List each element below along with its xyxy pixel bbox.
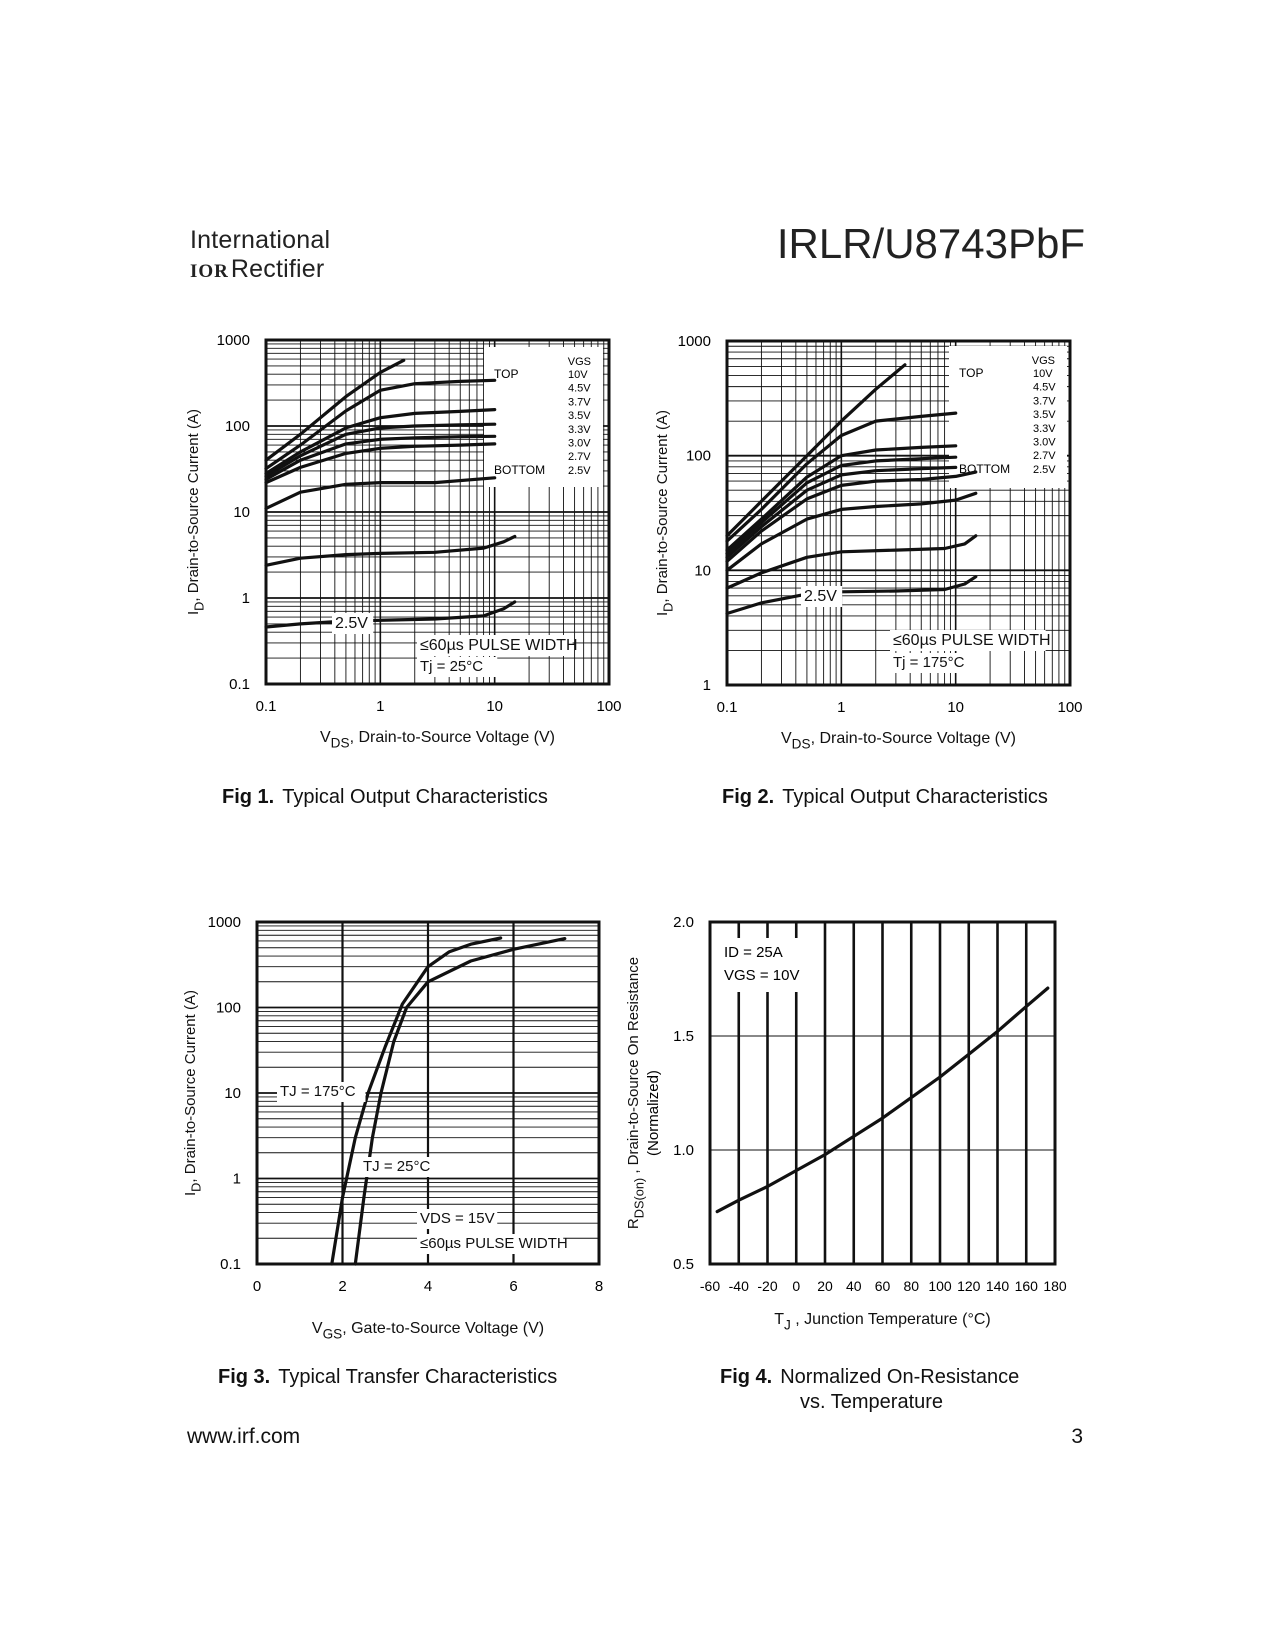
fig2-legend-value: 2.5V (1033, 463, 1056, 476)
svg-text:Tj = 25°C: Tj = 25°C (420, 658, 484, 675)
fig3-ylabel: $I_D$, Drain-to-Source Current (A) (182, 990, 204, 1196)
fig1-legend-bottom: BOTTOM (494, 463, 546, 477)
fig4-xtick: -40 (728, 1278, 749, 1294)
fig3-caption-num: Fig 3. (218, 1366, 271, 1388)
fig3-ytick: 1000 (207, 914, 241, 931)
svg-text:TJ = 25°C: TJ = 25°C (363, 1158, 431, 1175)
fig1-ytick: 100 (224, 418, 250, 435)
fig4-ytick: 0.5 (673, 1256, 694, 1273)
footer-url[interactable]: www.irf.com (187, 1425, 301, 1448)
svg-text:TJ = 175°C: TJ = 175°C (280, 1083, 356, 1100)
svg-text:≤60µs PULSE WIDTH: ≤60µs PULSE WIDTH (420, 637, 578, 654)
fig4-ytick: 1.0 (673, 1142, 694, 1159)
fig2-xtick: 100 (1057, 699, 1083, 716)
fig4-ylabel: $R_{DS(on)}$ , Drain-to-Source On Resistance (625, 956, 647, 1230)
fig2-ytick: 1 (702, 677, 711, 694)
fig4-ytick: 2.0 (673, 914, 694, 931)
fig1-caption-text: Typical Output Characteristics (282, 786, 548, 808)
fig1-legend-value: 3.7V (568, 396, 591, 409)
svg-text:≤60µs PULSE WIDTH: ≤60µs PULSE WIDTH (420, 1235, 568, 1252)
fig3-xtick: 0 (252, 1278, 262, 1295)
fig3-ytick: 0.1 (220, 1256, 241, 1273)
fig4-xtick: 140 (985, 1278, 1010, 1294)
fig2-legend-value: 3.3V (1033, 422, 1056, 435)
fig4-xtick: -20 (757, 1278, 778, 1294)
fig1-xlabel: $V_{DS}$, Drain-to-Source Voltage (V) (320, 729, 555, 751)
fig2-legend-value: 3.0V (1033, 436, 1056, 449)
fig2-legend-value: 10V (1033, 368, 1053, 380)
fig4-caption (720, 1366, 1019, 1389)
fig2-caption-text: Typical Output Characteristics (782, 786, 1048, 808)
fig2-legend-top: TOP (959, 366, 984, 380)
fig4-xtick: 40 (845, 1278, 862, 1294)
fig4-xlabel: $T_J$ , Junction Temperature (°C) (774, 1311, 991, 1333)
fig4-annotations (716, 938, 814, 992)
fig1-xtick: 10 (486, 698, 504, 715)
fig2-caption (722, 786, 1048, 809)
fig1-xtick: 0.1 (255, 698, 277, 715)
fig2-ytick: 1000 (677, 333, 711, 350)
fig2-ytick: 100 (685, 447, 711, 465)
fig2-xlabel: $V_{DS}$, Drain-to-Source Voltage (V) (781, 730, 1016, 752)
fig3-xtick: 8 (594, 1278, 604, 1295)
fig4-xtick: 60 (874, 1278, 891, 1294)
fig4-caption-text: Normalized On-Resistance (780, 1366, 1020, 1388)
fig3-caption-text: Typical Transfer Characteristics (278, 1366, 558, 1388)
fig1-legend-value: 4.5V (568, 382, 591, 395)
fig3-ytick: 10 (224, 1085, 241, 1102)
fig4-xtick: 20 (817, 1278, 833, 1294)
fig1-legend-top: TOP (494, 367, 519, 381)
fig4-xtick: 120 (957, 1278, 981, 1294)
svg-text:VDS = 15V: VDS = 15V (420, 1210, 495, 1227)
fig4-xtick: 0 (792, 1278, 801, 1294)
fig2-legend-value: 4.5V (1033, 381, 1056, 394)
fig1-legend-value: 2.7V (568, 451, 591, 464)
fig1-ytick: 1 (241, 590, 250, 607)
fig2-xtick: 1 (837, 699, 846, 716)
fig2-legend-value: 3.7V (1033, 395, 1056, 408)
fig4-caption-line2: vs. Temperature (800, 1391, 944, 1413)
fig2-ylabel: $I_D$, Drain-to-Source Current (A) (654, 410, 676, 616)
logo-mark: IOR (190, 261, 229, 282)
fig2-legend-bottom: BOTTOM (959, 462, 1011, 476)
fig4-caption-num: Fig 4. (720, 1366, 773, 1388)
fig2-ytick: 10 (694, 562, 711, 580)
svg-text:Tj = 175°C: Tj = 175°C (893, 654, 965, 671)
fig3-xtick: 2 (338, 1278, 347, 1295)
fig1-ytick: 1000 (216, 332, 250, 349)
svg-text:2.5V: 2.5V (335, 615, 368, 632)
fig1-legend-value: 3.3V (568, 423, 591, 436)
fig3-ytick: 100 (215, 999, 241, 1017)
fig4-xtick: 100 (928, 1278, 952, 1294)
fig4-ytick: 1.5 (673, 1028, 694, 1045)
fig1-ytick: 10 (233, 504, 250, 521)
fig2-xtick: 0.1 (716, 699, 738, 716)
svg-text:2.5V: 2.5V (804, 588, 837, 605)
fig4-xtick: 80 (903, 1278, 920, 1294)
fig1-xtick: 1 (376, 698, 385, 715)
fig1-legend-value: 3.5V (568, 410, 591, 423)
fig4-ylabel-line2: (Normalized) (645, 1070, 662, 1156)
fig1-legend-value: 10V (568, 369, 588, 381)
fig3-xtick: 4 (423, 1278, 433, 1295)
fig1-caption-num: Fig 1. (222, 786, 275, 808)
part-number-title: IRLR/U8743PbF (776, 220, 1085, 267)
fig1-ytick: 0.1 (229, 676, 250, 693)
fig2-caption-num: Fig 2. (722, 786, 775, 808)
fig1-caption (222, 786, 548, 809)
fig2-legend-value: 2.7V (1033, 450, 1056, 463)
fig2-legend-header: VGS (1031, 355, 1055, 367)
fig4-annotation-id: ID = 25A (724, 944, 783, 961)
fig4-xtick: -60 (699, 1278, 721, 1294)
fig1-xtick: 100 (596, 698, 622, 715)
fig3-xlabel: $V_{GS}$, Gate-to-Source Voltage (V) (311, 1320, 545, 1342)
logo-line1: International (190, 226, 331, 254)
fig1-legend-value: 3.0V (568, 437, 591, 450)
fig3-ytick: 1 (232, 1170, 241, 1188)
fig4-annotation-vgs: VGS = 10V (724, 967, 800, 984)
fig3-caption (218, 1366, 557, 1389)
fig3-xtick: 6 (509, 1278, 518, 1295)
fig1-ylabel: $I_D$, Drain-to-Source Current (A) (185, 409, 207, 615)
page-number: 3 (1071, 1425, 1083, 1448)
svg-text:≤60µs PULSE WIDTH: ≤60µs PULSE WIDTH (893, 632, 1051, 649)
fig4-xtick: 180 (1043, 1278, 1067, 1294)
logo-line2: Rectifier (230, 255, 325, 283)
fig1-legend-value: 2.5V (568, 464, 591, 477)
fig1-legend-header: VGS (567, 356, 591, 368)
fig4-xtick: 160 (1014, 1278, 1038, 1294)
fig2-legend-value: 3.5V (1033, 409, 1056, 422)
fig2-xtick: 10 (947, 699, 965, 716)
